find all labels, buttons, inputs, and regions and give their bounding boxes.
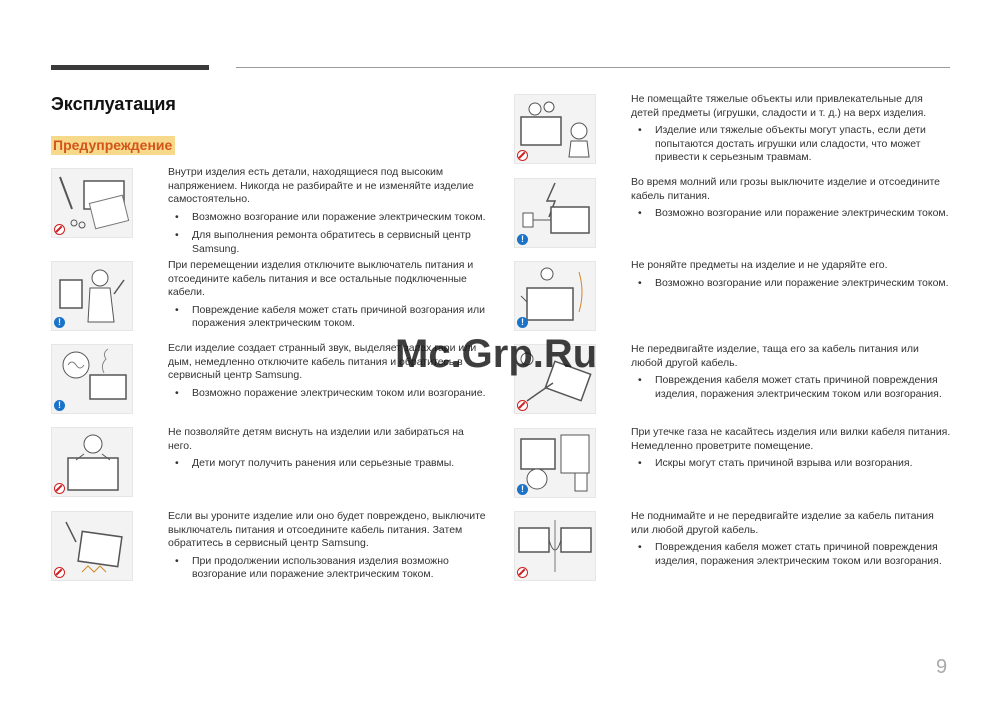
item-bullet: • Возможно возгорание или поражение электрическим током. xyxy=(631,207,951,221)
item-bullet: • Повреждения кабеля может стать причиной повреждения изделия, поражения электрическим током или возгорания. xyxy=(631,541,951,568)
caution-icon xyxy=(54,400,65,411)
prohibited-icon xyxy=(54,224,65,235)
item-paragraph: Не позволяйте детям виснуть на изделии или забираться на него. xyxy=(168,426,464,452)
item-paragraph: Внутри изделия есть детали, находящиеся под высоким напряжением. Никогда не разбирайте и не изменяйте изделие самостоятельно. xyxy=(168,166,474,206)
warning-label: Предупреждение xyxy=(51,136,175,155)
caution-icon xyxy=(517,484,528,495)
illustration-heavy-objects xyxy=(514,94,596,164)
prohibited-icon xyxy=(54,567,65,578)
header-rule-thin xyxy=(236,67,950,68)
item-paragraph: При перемещении изделия отключите выключатель питания и отсоедините кабель питания и все остальные подключенные кабели. xyxy=(168,259,474,299)
item-paragraph: Если вы уроните изделие или оно будет повреждено, выключите выключатель питания и отсоедините кабель питания. Затем обратитесь в сервисный центр Samsung. xyxy=(168,510,486,550)
header-rule-thick xyxy=(51,65,209,70)
illustration-lightning xyxy=(514,178,596,248)
item-paragraph: Не роняйте предметы на изделие и не ударяйте его. xyxy=(631,259,888,271)
item-paragraph: При утечке газа не касайтесь изделия или вилки кабеля питания. Немедленно проветрите помещение. xyxy=(631,426,951,452)
item-bullet: • Дети могут получить ранения или серьезные травмы. xyxy=(168,457,488,471)
item-text xyxy=(168,426,488,476)
illustration-dropped xyxy=(51,511,133,581)
item-text xyxy=(631,259,951,295)
item-bullet: • Возможно возгорание или поражение электрическим током. xyxy=(168,211,488,225)
illustration-gas-leak xyxy=(514,428,596,498)
illustration-unplug-moving xyxy=(51,261,133,331)
illustration-child-climbing xyxy=(51,427,133,497)
item-text xyxy=(631,510,951,573)
prohibited-icon xyxy=(517,567,528,578)
item-paragraph: Если изделие создает странный звук, выделяет запах гари или дым, немедленно отключите кабель питания и обратитесь в сервисный центр Samsung. xyxy=(168,342,477,382)
prohibited-icon xyxy=(54,483,65,494)
item-paragraph: Во время молний или грозы выключите изделие и отсоедините кабель питания. xyxy=(631,176,940,202)
item-paragraph: Не помещайте тяжелые объекты или привлекательные для детей предметы (игрушки, сладости и т. д.) на верх изделия. xyxy=(631,93,927,119)
item-paragraph: Не поднимайте и не передвигайте изделие за кабель питания или любой другой кабель. xyxy=(631,510,934,536)
item-paragraph: Не передвигайте изделие, таща его за кабель питания или любой другой кабель. xyxy=(631,343,919,369)
item-bullet: • Возможно возгорание или поражение электрическим током. xyxy=(631,277,951,291)
item-text xyxy=(168,259,488,336)
item-text xyxy=(631,93,951,170)
item-bullet: • Возможно поражение электрическим током или возгорание. xyxy=(168,387,488,401)
illustration-impact xyxy=(514,261,596,331)
item-bullet: • Искры могут стать причиной взрыва или возгорания. xyxy=(631,457,951,471)
illustration-disassembly xyxy=(51,168,133,238)
caution-icon xyxy=(517,234,528,245)
item-bullet: • Для выполнения ремонта обратитесь в сервисный центр Samsung. xyxy=(168,229,488,256)
caution-icon xyxy=(517,317,528,328)
page-number: 9 xyxy=(936,656,948,678)
item-text xyxy=(631,343,951,406)
prohibited-icon xyxy=(517,400,528,411)
section-title: Эксплуатация xyxy=(51,94,176,114)
item-text xyxy=(168,166,488,262)
watermark: Mc.Grp.Ru xyxy=(395,332,598,376)
item-bullet: • При продолжении использования изделия возможно возгорание или поражение электрическим током. xyxy=(168,555,488,582)
prohibited-icon xyxy=(517,150,528,161)
illustration-smoke xyxy=(51,344,133,414)
item-bullet: • Изделие или тяжелые объекты могут упасть, если дети попытаются достать игрушки или сладости, что может привести к серьезным травмам. xyxy=(631,124,951,165)
item-text xyxy=(631,176,951,226)
illustration-lift-by-cable xyxy=(514,511,596,581)
item-text xyxy=(168,510,488,587)
item-bullet: • Повреждения кабеля может стать причиной повреждения изделия, поражения электрическим током или возгорания. xyxy=(631,374,951,401)
caution-icon xyxy=(54,317,65,328)
item-bullet: • Повреждение кабеля может стать причиной возгорания или поражения электрическим током. xyxy=(168,304,488,331)
item-text xyxy=(631,426,951,476)
